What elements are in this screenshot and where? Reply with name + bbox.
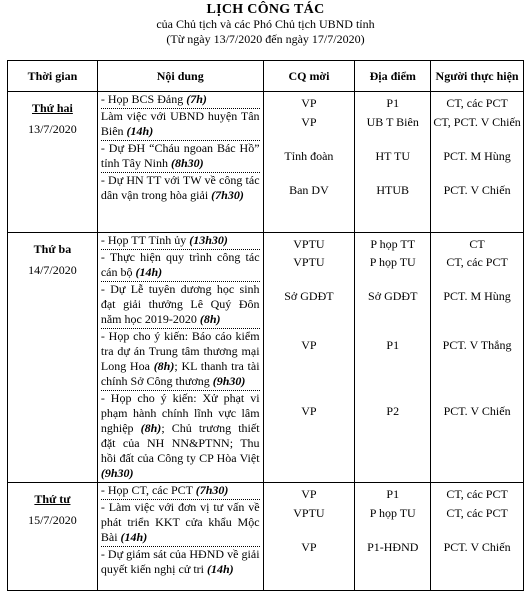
- inviter-value: VP: [301, 540, 317, 554]
- location-value: P1-HĐND: [367, 540, 419, 554]
- agenda-text: ; KL thanh tra tài chính Sở Công thương: [100, 359, 260, 388]
- inviter-value: VP: [301, 338, 317, 352]
- day-date: 13/7/2020: [28, 122, 77, 136]
- agenda-item: [101, 329, 260, 391]
- person-value: CT: [469, 237, 485, 251]
- person-value: PCT. V Thắng: [442, 338, 512, 352]
- agenda-time: (9h30): [212, 374, 246, 388]
- inviter-value: VP: [301, 96, 317, 110]
- col-header-time: Thời gian: [8, 61, 98, 92]
- person-value: PCT. V Chiến: [443, 540, 511, 554]
- table-header-row: [8, 61, 524, 92]
- day-row: [8, 233, 524, 483]
- agenda-text: - Họp cho ý kiến: Xử phạt vi phạm hành chính lĩnh vực lâm nghiệp: [100, 391, 260, 435]
- agenda-text: - Dự giám sát của HĐND về giải quyết kiến nghị cử tri: [100, 547, 260, 576]
- location-value: HTUB: [376, 183, 410, 197]
- day-date: 14/7/2020: [28, 263, 77, 277]
- person-value: CT, các PCT: [446, 487, 508, 501]
- agenda-time: (14h): [135, 265, 163, 279]
- location-value: Sở GDĐT: [368, 289, 418, 303]
- inviter-value: Ban DV: [289, 183, 329, 197]
- agenda-text: - Làm việc với đơn vị tư vấn về phát triển KKT cửa khẩu Mộc Bài: [100, 500, 260, 544]
- day-cell: [8, 483, 98, 591]
- schedule-table: [7, 60, 524, 591]
- col-header-content: Nội dung: [97, 61, 263, 92]
- day-name: Thứ tư: [34, 492, 71, 506]
- agenda-text: - Thực hiện quy trình công tác cán bộ: [100, 250, 260, 279]
- location-cell: [355, 92, 431, 233]
- document-title: LỊCH CÔNG TÁC: [206, 2, 325, 17]
- agenda-item: [101, 483, 260, 500]
- inviter-value: VPTU: [293, 237, 325, 251]
- person-cell: [431, 233, 524, 483]
- person-value: PCT. M Hùng: [443, 149, 511, 163]
- inviter-value: VPTU: [293, 255, 325, 269]
- agenda-time: (13h30): [189, 233, 228, 247]
- agenda-item: [101, 250, 260, 282]
- location-value: P họp TU: [369, 255, 416, 269]
- inviter-value: Sở GDĐT: [284, 289, 334, 303]
- agenda-time: (14h): [126, 124, 154, 138]
- inviter-cell: [263, 233, 355, 483]
- location-value: P2: [386, 404, 400, 418]
- col-header-location: Địa điểm: [355, 61, 431, 92]
- location-value: P họp TT: [370, 237, 416, 251]
- agenda-item: [101, 173, 260, 204]
- agenda-time: (8h): [153, 359, 175, 373]
- agenda-time: (8h): [199, 312, 221, 326]
- agenda-time: (14h): [207, 562, 234, 576]
- person-value: CT, PCT. V Chiến: [433, 115, 521, 129]
- col-header-person: Người thực hiện: [431, 61, 524, 92]
- day-cell: [8, 92, 98, 233]
- agenda-text: Làm việc với UBND huyện Tân Biên: [100, 109, 260, 138]
- agenda-item: [101, 500, 260, 547]
- agenda-time: (7h30): [211, 188, 244, 202]
- agenda-item: [101, 109, 260, 141]
- agenda-text: - Dự ĐH “Cháu ngoan Bác Hồ” tỉnh Tây Ninh: [100, 141, 260, 170]
- inviter-value: Tỉnh đoàn: [284, 149, 334, 163]
- location-value: P1: [386, 338, 400, 352]
- day-date: 15/7/2020: [28, 513, 77, 527]
- agenda-time: (8h): [140, 421, 162, 435]
- person-cell: [431, 483, 524, 591]
- person-value: CT, các PCT: [446, 506, 508, 520]
- content-cell: [97, 92, 263, 233]
- agenda-item: [101, 547, 260, 578]
- day-row: [8, 92, 524, 233]
- inviter-cell: [263, 483, 355, 591]
- agenda-text: - Họp BCS Đảng: [100, 92, 187, 106]
- location-value: P1: [386, 487, 400, 501]
- agenda-text: - Họp CT, các PCT: [100, 483, 196, 497]
- inviter-value: VP: [301, 487, 317, 501]
- day-row: [8, 483, 524, 591]
- person-value: PCT. M Hùng: [443, 289, 511, 303]
- location-value: P họp TU: [369, 506, 416, 520]
- inviter-cell: [263, 92, 355, 233]
- agenda-text: - Dự Lễ tuyên dương học sinh đạt giải thưởng Lê Quý Đôn năm học 2019-2020: [100, 282, 260, 326]
- agenda-item: [101, 233, 260, 250]
- person-cell: [431, 92, 524, 233]
- person-value: PCT. V Chiến: [443, 404, 511, 418]
- agenda-time: (14h): [120, 530, 148, 544]
- content-cell: [97, 483, 263, 591]
- document-header: [0, 0, 531, 47]
- col-header-inviter: CQ mời: [263, 61, 355, 92]
- location-value: HT TU: [375, 149, 411, 163]
- location-cell: [355, 233, 431, 483]
- agenda-item: [101, 92, 260, 109]
- day-cell: [8, 233, 98, 483]
- agenda-item: [101, 391, 260, 482]
- agenda-time: (9h30): [100, 466, 134, 480]
- document-subtitle: của Chủ tịch và các Phó Chủ tịch UBND tỉnh: [156, 17, 375, 31]
- agenda-text: - Họp TT Tỉnh ủy: [100, 233, 190, 247]
- inviter-value: VP: [301, 115, 317, 129]
- person-value: CT, các PCT: [446, 255, 508, 269]
- agenda-time: (8h30): [170, 156, 204, 170]
- date-range: (Từ ngày 13/7/2020 đến ngày 17/7/2020): [166, 32, 365, 46]
- day-name: Thứ hai: [31, 101, 73, 115]
- content-cell: [97, 233, 263, 483]
- agenda-text: - Dự HN TT với TW về công tác dân vận trong hòa giải: [100, 173, 260, 202]
- person-value: PCT. V Chiến: [443, 183, 511, 197]
- person-value: CT, các PCT: [446, 96, 508, 110]
- agenda-item: [101, 141, 260, 173]
- inviter-value: VPTU: [293, 506, 325, 520]
- location-value: P1: [386, 96, 400, 110]
- location-cell: [355, 483, 431, 591]
- agenda-text: ; Chủ trương thiết đặt của NH NN&PTNN; Thu hồi đất của Công ty CP Hòa Việt: [100, 421, 260, 465]
- location-value: UB T Biên: [366, 115, 419, 129]
- agenda-time: (7h): [186, 92, 207, 106]
- agenda-item: [101, 282, 260, 329]
- agenda-text: - Họp cho ý kiến: Báo cáo kiểm tra dự án Trung tâm thương mại Long Hoa: [100, 329, 260, 373]
- agenda-time: (7h30): [195, 483, 229, 497]
- day-name: Thứ ba: [33, 242, 72, 256]
- inviter-value: VP: [301, 404, 317, 418]
